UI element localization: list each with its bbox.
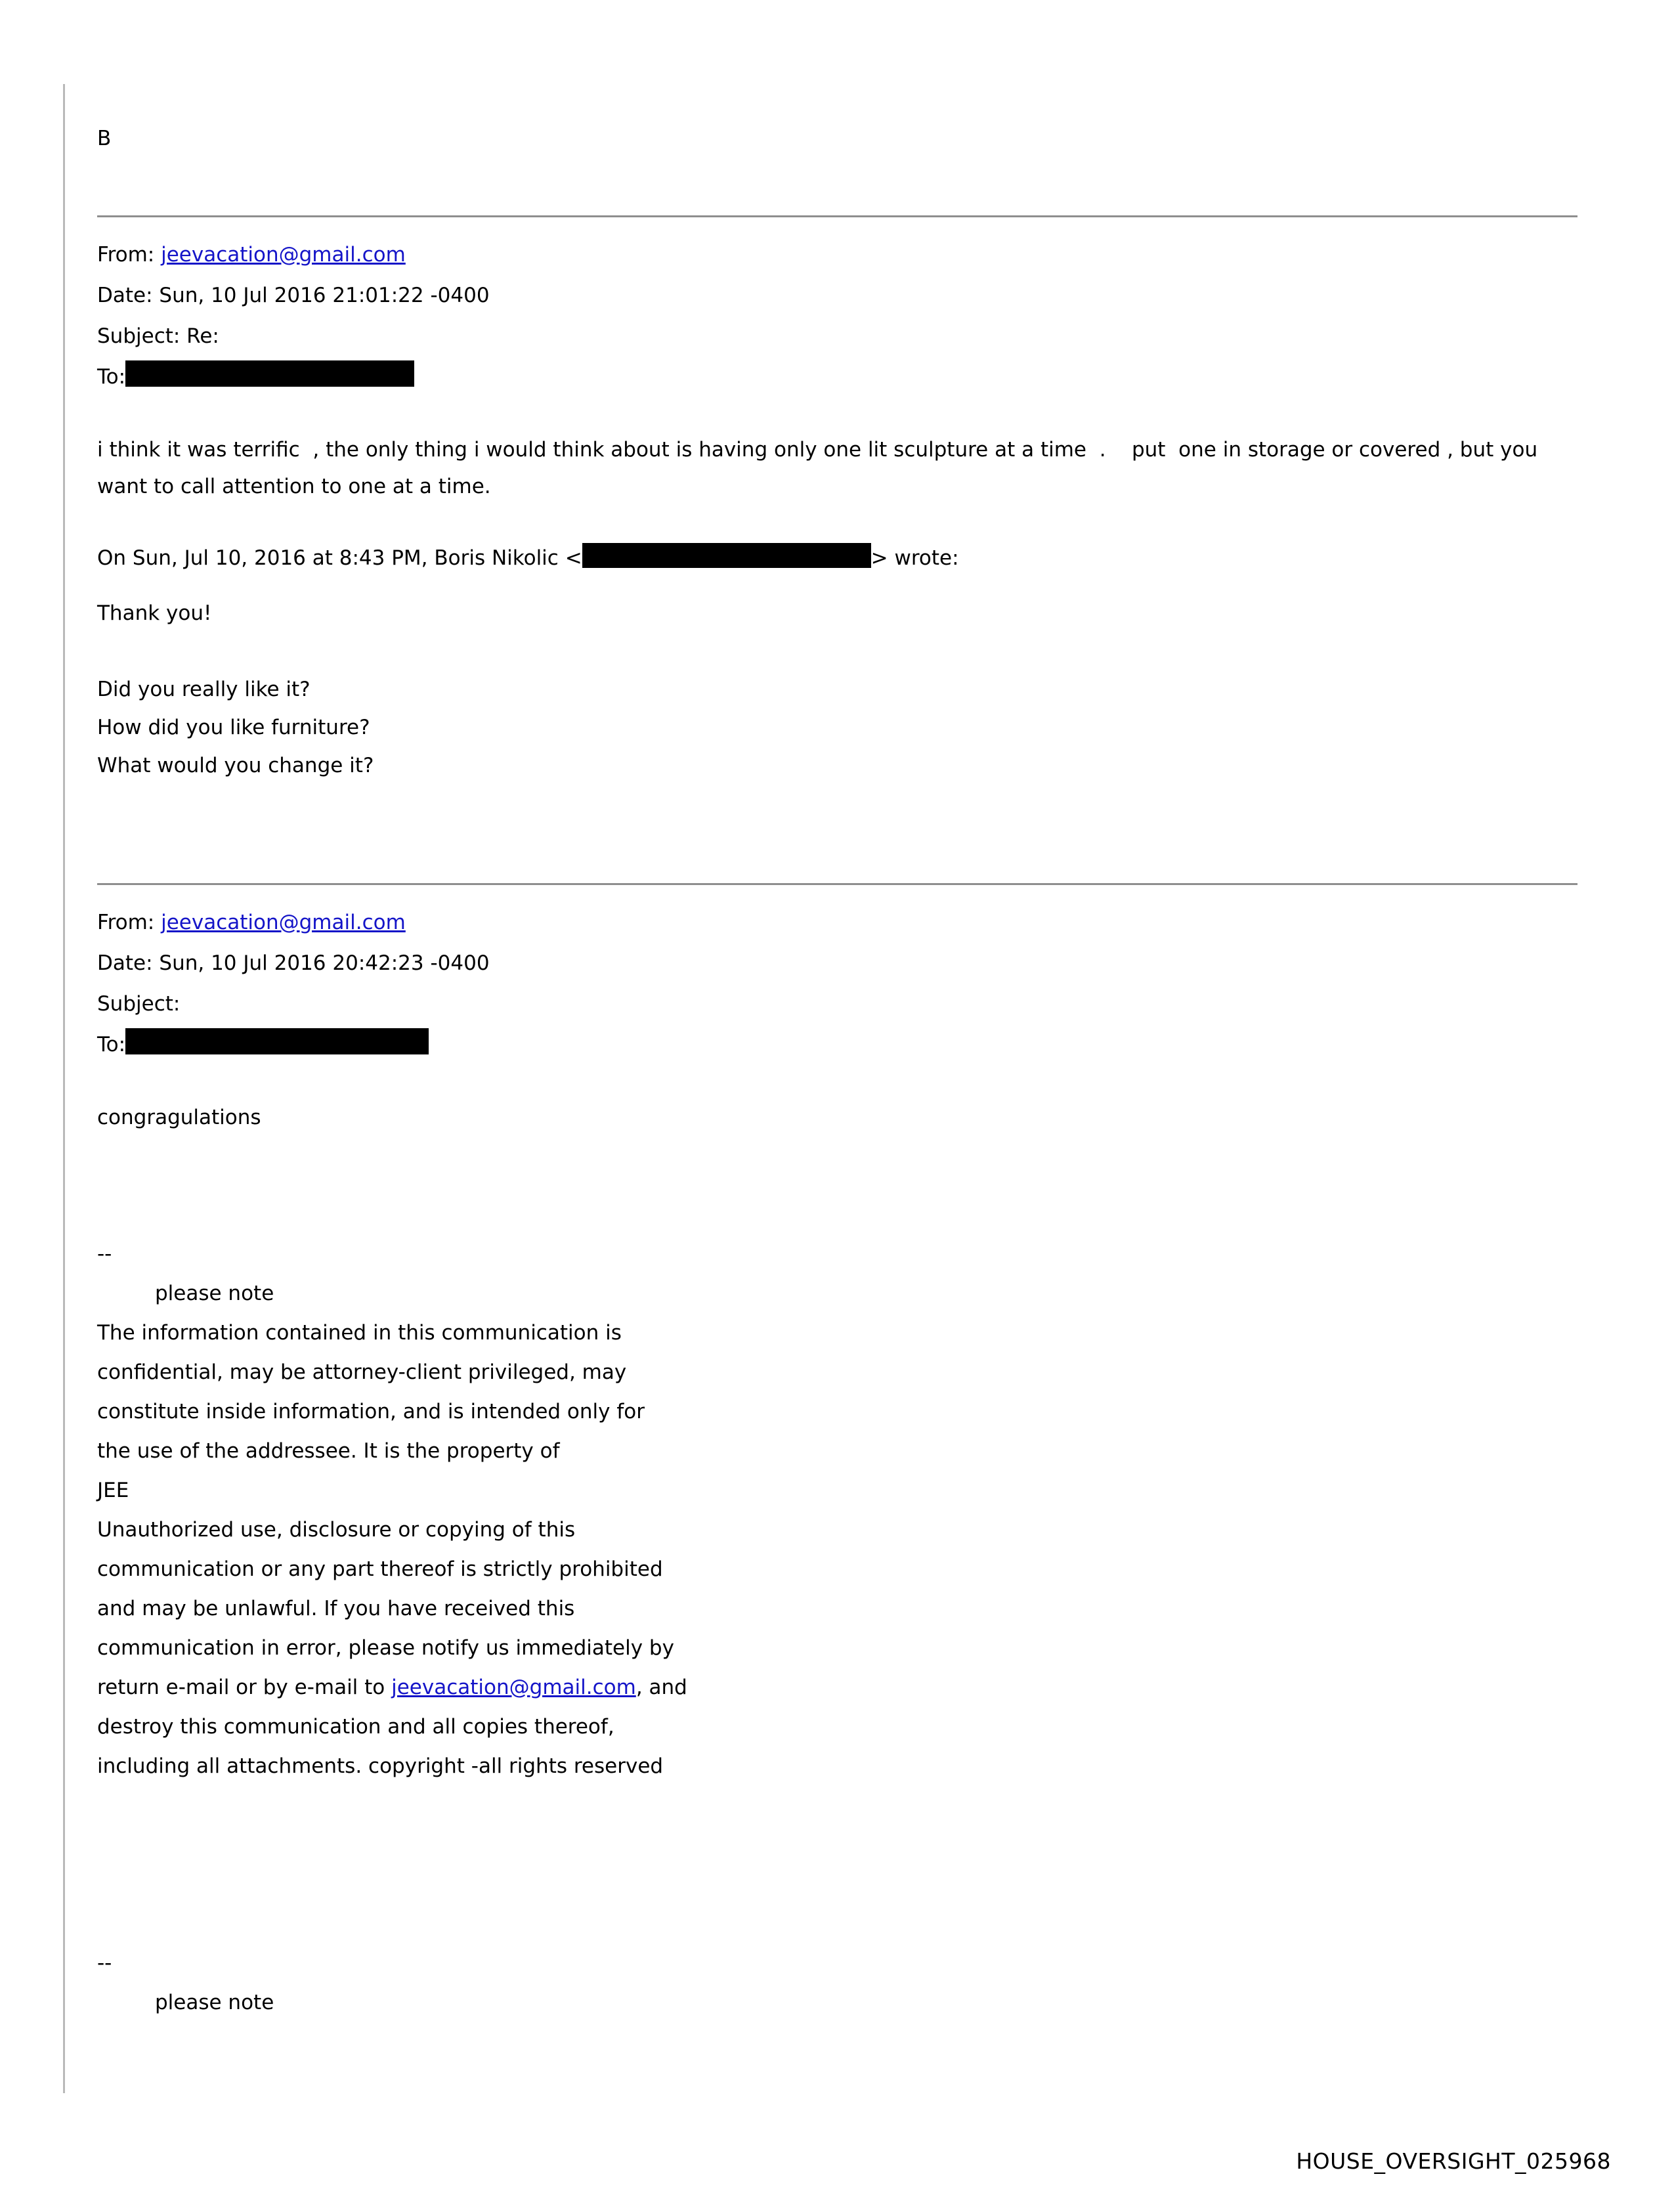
spacer [97, 1065, 1607, 1099]
left-margin-rule [63, 84, 65, 2093]
quote-line: Did you really like it? [97, 678, 311, 701]
disclaimer-line: Unauthorized use, disclosure or copying of this [97, 1518, 576, 1542]
redaction-bar [125, 360, 414, 387]
disclaimer-line: JEE [97, 1479, 129, 1502]
bates-stamp: HOUSE_OVERSIGHT_025968 [1296, 2148, 1611, 2174]
quote-line [97, 632, 1607, 670]
email-2-body: congragulations [97, 1106, 261, 1129]
email-2-headers [97, 902, 1607, 1065]
return-line-pre: return e-mail or by e-mail to [97, 1676, 392, 1699]
email-1-date: Date: Sun, 10 Jul 2016 21:01:22 -0400 [97, 284, 490, 307]
spacer [97, 159, 1607, 215]
to-label: To: [97, 1033, 126, 1056]
from-address-link[interactable]: jeevacation@gmail.com [161, 911, 406, 934]
spacer [97, 397, 1607, 431]
disclaimer-heading: please note [155, 1282, 274, 1305]
top-letter: B [97, 127, 112, 150]
quoted-message [97, 594, 1607, 785]
disclaimer-return-line [97, 1668, 1607, 1707]
redaction-bar [125, 1028, 429, 1054]
quote-attribution-post: > wrote: [870, 546, 959, 570]
email-1-to [97, 357, 1607, 397]
spacer [97, 785, 1607, 883]
disclaimer-line: constitute inside information, and is intended only for [97, 1400, 645, 1423]
disclaimer-line: communication in error, please notify us immediately by [97, 1636, 674, 1660]
disclaimer-block-2 [97, 1943, 1607, 2022]
email-1-headers [97, 234, 1607, 397]
document-content [97, 118, 1607, 2022]
quote-line: How did you like furniture? [97, 716, 370, 739]
email-1-body: i think it was terrific , the only thing i would think about is having only one lit sculpture at a time . put one in storage or covered , but you want to call attention to one at a time. [97, 438, 1544, 498]
quote-attribution [97, 539, 1607, 577]
disclaimer-line: including all attachments. copyright -all rights reserved [97, 1754, 664, 1778]
from-label: From: [97, 911, 161, 934]
email-2-from [97, 902, 1607, 943]
disclaimer-line: communication or any part thereof is strictly prohibited [97, 1557, 663, 1581]
spacer [97, 505, 1607, 539]
spacer [97, 577, 1607, 594]
from-address-link[interactable]: jeevacation@gmail.com [161, 243, 406, 267]
spacer [97, 1786, 1607, 1943]
disclaimer-line: The information contained in this communication is [97, 1321, 622, 1345]
disclaimer-line: the use of the addressee. It is the property of [97, 1439, 560, 1463]
quote-line: What would you change it? [97, 754, 374, 777]
email-2-date: Date: Sun, 10 Jul 2016 20:42:23 -0400 [97, 951, 490, 975]
to-label: To: [97, 365, 126, 389]
disclaimer-line: confidential, may be attorney-client privileged, may [97, 1360, 627, 1384]
disclaimer-line: destroy this communication and all copies thereof, [97, 1715, 614, 1739]
disclaimer-line: and may be unlawful. If you have received this [97, 1597, 575, 1620]
spacer [97, 1136, 1607, 1234]
email-divider-1 [97, 215, 1577, 217]
disclaimer-dashes: -- [97, 1951, 112, 1975]
disclaimer-dashes: -- [97, 1242, 112, 1266]
return-email-link[interactable]: jeevacation@gmail.com [391, 1676, 636, 1699]
return-line-post: , and [635, 1676, 687, 1699]
redaction-bar [582, 543, 871, 568]
from-label: From: [97, 243, 161, 267]
email-1-subject: Subject: Re: [97, 324, 219, 348]
email-divider-2 [97, 883, 1577, 885]
disclaimer-block-1 [97, 1234, 1607, 1786]
email-2-to [97, 1024, 1607, 1065]
email-1-from [97, 234, 1607, 275]
quote-line: Thank you! [97, 601, 212, 625]
disclaimer-heading: please note [155, 1991, 274, 2014]
email-2-subject: Subject: [97, 992, 181, 1016]
quote-attribution-pre: On Sun, Jul 10, 2016 at 8:43 PM, Boris Nikolic < [97, 546, 582, 570]
